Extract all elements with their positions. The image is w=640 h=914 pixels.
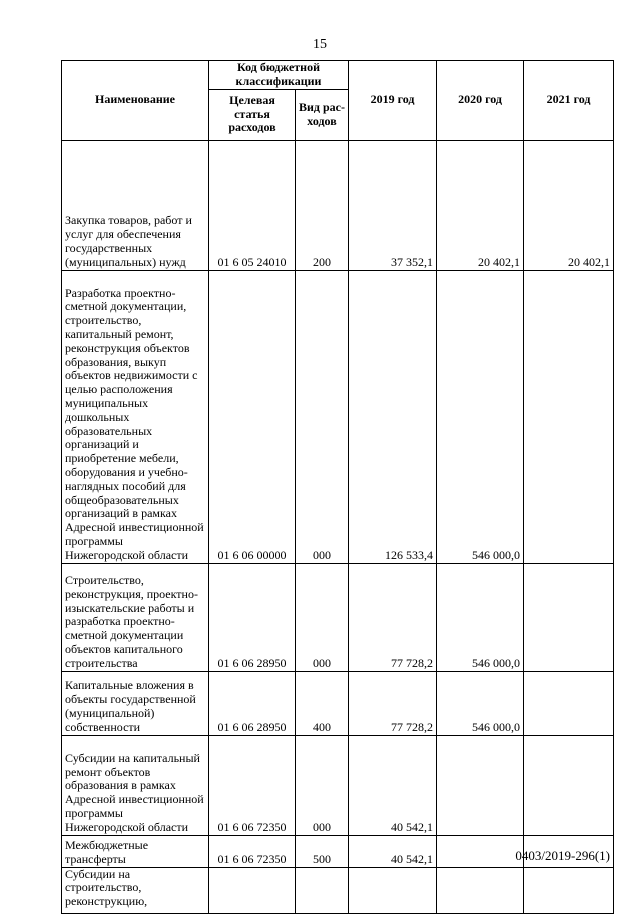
row-name: Строительство, реконструкция, проектно-изыскательские работы и разработка проектно-сметной документации объектов капитального строительства — [62, 563, 209, 671]
header-2019: 2019 год — [349, 61, 437, 141]
table-row — [62, 140, 614, 270]
row-expense-type: 400 — [296, 671, 349, 735]
row-target-article: 01 6 06 72350 — [209, 735, 296, 835]
row-target-article: 01 6 05 24010 — [209, 140, 296, 270]
row-2020 — [437, 835, 524, 867]
row-2020: 20 402,1 — [437, 140, 524, 270]
row-2021 — [524, 563, 614, 671]
row-2021 — [524, 671, 614, 735]
header-code-group: Код бюджетной классификации — [209, 61, 349, 90]
row-expense-type: 500 — [296, 835, 349, 867]
row-target-article: 01 6 06 28950 — [209, 671, 296, 735]
row-2020 — [437, 735, 524, 835]
row-name: Субсидии на строительство, реконструкцию, — [62, 867, 209, 913]
row-expense-type: 200 — [296, 140, 349, 270]
row-2020: 546 000,0 — [437, 270, 524, 563]
row-name: Капитальные вложения в объекты государственной (муниципальной) собственности — [62, 671, 209, 735]
row-target-article: 01 6 06 00000 — [209, 270, 296, 563]
row-2019: 40 542,1 — [349, 835, 437, 867]
row-2020: 546 000,0 — [437, 671, 524, 735]
row-name: Разработка проектно-сметной документации, строительство, капитальный ремонт, реконструкция объектов образования, выкуп объектов недвижимости с целью расположения муниципальных дошкольных образовательных организаций и приобретение мебели, оборудования и учебно-наглядных пособий для общеобразовательных организаций в рамках Адресной инвестиционной программы Нижегородской области — [62, 270, 209, 563]
row-2021: 20 402,1 — [524, 140, 614, 270]
row-2019: 40 542,1 — [349, 735, 437, 835]
budget-table — [61, 60, 614, 914]
table-row — [62, 867, 614, 913]
row-expense-type: 000 — [296, 735, 349, 835]
row-2020 — [437, 867, 524, 913]
row-2021 — [524, 867, 614, 913]
header-2021: 2021 год — [524, 61, 614, 141]
table-row — [62, 563, 614, 671]
row-expense-type — [296, 867, 349, 913]
row-2020: 546 000,0 — [437, 563, 524, 671]
row-2019: 37 352,1 — [349, 140, 437, 270]
row-target-article: 01 6 06 72350 — [209, 835, 296, 867]
row-2019 — [349, 867, 437, 913]
header-name: Наименование — [62, 61, 209, 141]
document-code: 0403/2019-296(1) — [515, 848, 610, 863]
table-row — [62, 671, 614, 735]
row-2021 — [524, 735, 614, 835]
row-target-article — [209, 867, 296, 913]
row-target-article: 01 6 06 28950 — [209, 563, 296, 671]
table-row — [62, 270, 614, 563]
header-2020: 2020 год — [437, 61, 524, 141]
row-name: Субсидии на капитальный ремонт объектов образования в рамках Адресной инвестиционной программы Нижегородской области — [62, 735, 209, 835]
row-expense-type: 000 — [296, 563, 349, 671]
row-2019: 77 728,2 — [349, 563, 437, 671]
row-2021 — [524, 270, 614, 563]
header-expense-type: Вид рас-ходов — [296, 89, 349, 140]
row-2019: 77 728,2 — [349, 671, 437, 735]
table-row — [62, 735, 614, 835]
row-name: Закупка товаров, работ и услуг для обеспечения государственных (муниципальных) нужд — [62, 140, 209, 270]
row-2019: 126 533,4 — [349, 270, 437, 563]
row-name: Межбюджетные трансферты — [62, 835, 209, 867]
header-target-article: Целевая статья расходов — [209, 89, 296, 140]
page-number: 15 — [313, 37, 327, 52]
row-expense-type: 000 — [296, 270, 349, 563]
